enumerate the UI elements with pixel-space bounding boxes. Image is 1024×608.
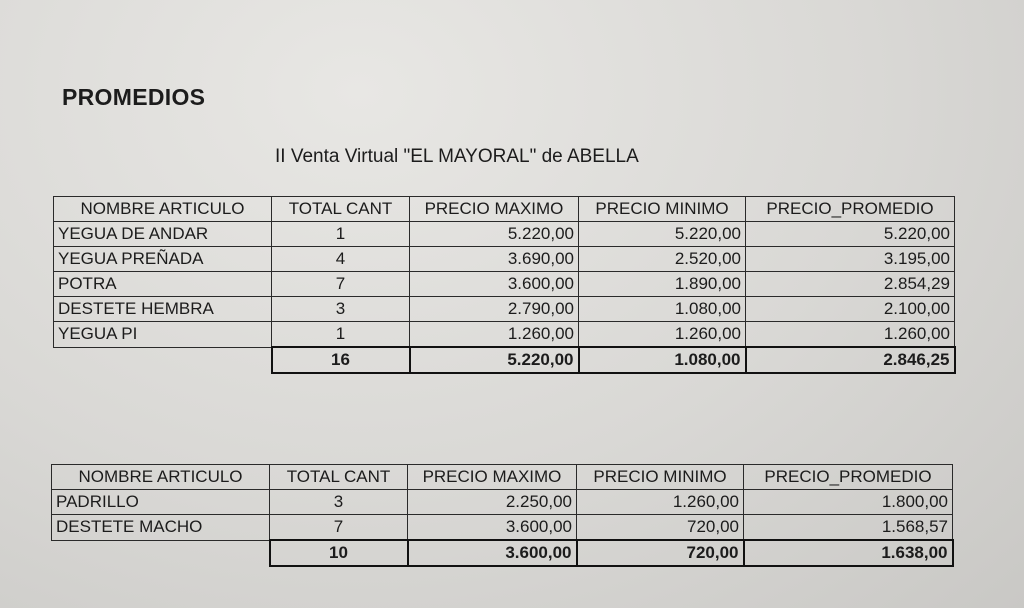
total-row-spacer [52, 540, 270, 566]
cell-avg: 2.100,00 [746, 297, 955, 322]
cell-avg: 5.220,00 [746, 222, 955, 247]
cell-min: 720,00 [577, 515, 744, 541]
cell-min: 1.260,00 [577, 490, 744, 515]
header-precio-maximo: PRECIO MAXIMO [410, 197, 579, 222]
cell-min: 1.080,00 [579, 297, 746, 322]
cell-min: 5.220,00 [579, 222, 746, 247]
cell-qty: 1 [272, 322, 410, 348]
header-precio-minimo: PRECIO MINIMO [579, 197, 746, 222]
total-min: 1.080,00 [579, 347, 746, 373]
document-title: PROMEDIOS [62, 84, 206, 110]
table-row [52, 490, 953, 515]
document-subtitle: II Venta Virtual "EL MAYORAL" de ABELLA [275, 146, 639, 167]
cell-name: POTRA [54, 272, 272, 297]
table-header-row [54, 197, 955, 222]
header-total-cant: TOTAL CANT [272, 197, 410, 222]
total-max: 3.600,00 [408, 540, 577, 566]
table-header-row [52, 465, 953, 490]
table-row [54, 222, 955, 247]
table-row [54, 322, 955, 348]
header-precio-maximo: PRECIO MAXIMO [408, 465, 577, 490]
total-row-spacer [54, 347, 272, 373]
cell-max: 5.220,00 [410, 222, 579, 247]
cell-qty: 4 [272, 247, 410, 272]
cell-max: 3.600,00 [408, 515, 577, 541]
averages-table-1 [53, 196, 956, 374]
cell-name: YEGUA DE ANDAR [54, 222, 272, 247]
header-total-cant: TOTAL CANT [270, 465, 408, 490]
cell-min: 2.520,00 [579, 247, 746, 272]
cell-qty: 7 [272, 272, 410, 297]
cell-avg: 3.195,00 [746, 247, 955, 272]
cell-min: 1.260,00 [579, 322, 746, 348]
table-row [52, 515, 953, 541]
cell-min: 1.890,00 [579, 272, 746, 297]
cell-max: 3.690,00 [410, 247, 579, 272]
cell-avg: 1.800,00 [744, 490, 953, 515]
cell-qty: 3 [270, 490, 408, 515]
table-total-row [52, 540, 953, 566]
cell-name: YEGUA PI [54, 322, 272, 348]
cell-name: PADRILLO [52, 490, 270, 515]
header-nombre-articulo: NOMBRE ARTICULO [54, 197, 272, 222]
total-avg: 2.846,25 [746, 347, 955, 373]
header-precio-promedio: PRECIO_PROMEDIO [746, 197, 955, 222]
cell-max: 2.790,00 [410, 297, 579, 322]
cell-max: 2.250,00 [408, 490, 577, 515]
cell-avg: 2.854,29 [746, 272, 955, 297]
cell-max: 1.260,00 [410, 322, 579, 348]
cell-avg: 1.260,00 [746, 322, 955, 348]
cell-qty: 1 [272, 222, 410, 247]
total-max: 5.220,00 [410, 347, 579, 373]
cell-qty: 7 [270, 515, 408, 541]
header-precio-minimo: PRECIO MINIMO [577, 465, 744, 490]
header-precio-promedio: PRECIO_PROMEDIO [744, 465, 953, 490]
cell-name: DESTETE HEMBRA [54, 297, 272, 322]
cell-max: 3.600,00 [410, 272, 579, 297]
table-row [54, 272, 955, 297]
header-nombre-articulo: NOMBRE ARTICULO [52, 465, 270, 490]
total-avg: 1.638,00 [744, 540, 953, 566]
cell-name: DESTETE MACHO [52, 515, 270, 541]
averages-table-2 [51, 464, 954, 567]
table-row [54, 297, 955, 322]
cell-qty: 3 [272, 297, 410, 322]
cell-name: YEGUA PREÑADA [54, 247, 272, 272]
total-min: 720,00 [577, 540, 744, 566]
total-qty: 10 [270, 540, 408, 566]
total-qty: 16 [272, 347, 410, 373]
cell-avg: 1.568,57 [744, 515, 953, 541]
table-total-row [54, 347, 955, 373]
table-row [54, 247, 955, 272]
